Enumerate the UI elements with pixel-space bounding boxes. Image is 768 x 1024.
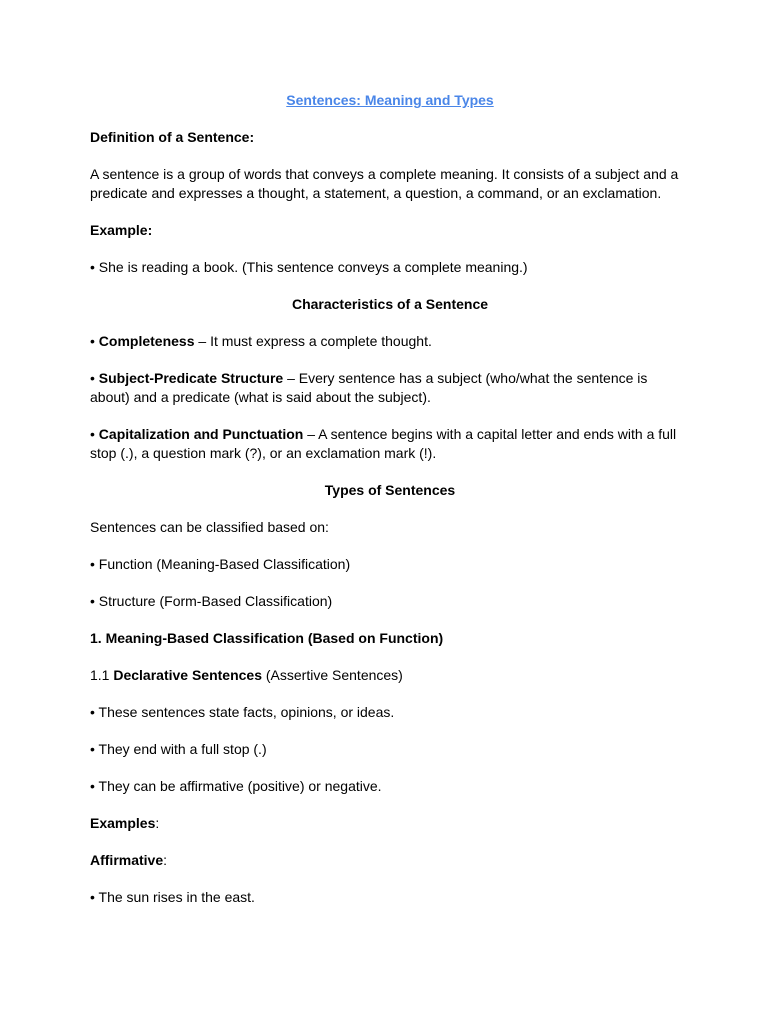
document-page [90, 91, 690, 907]
types-list-item-function: • Function (Meaning-Based Classification) [90, 556, 351, 572]
subsection-term: Declarative Sentences [113, 667, 262, 683]
characteristic-term: Capitalization and Punctuation [98, 426, 304, 442]
types-intro: Sentences can be classified based on: [90, 519, 329, 535]
characteristic-item-subject-predicate [90, 369, 690, 407]
bullet: • [90, 333, 99, 349]
declarative-point-2: • They end with a full stop (.) [90, 741, 267, 757]
characteristic-term: Subject-Predicate Structure [98, 370, 284, 386]
examples-label-line [90, 814, 690, 833]
affirmative-label: Affirmative [90, 852, 164, 868]
example-item: • She is reading a book. (This sentence conveys a complete meaning.) [90, 259, 528, 275]
characteristic-desc: – A sentence begins with a capital letter and ends with a full stop (.), a question mark (?), or an exclamation mark (!). [90, 426, 677, 461]
subsection-declarative-heading [90, 666, 690, 685]
characteristic-term: Completeness [98, 333, 195, 349]
characteristics-heading: Characteristics of a Sentence [291, 296, 489, 312]
subsection-number: 1.1 [90, 667, 114, 683]
characteristic-desc: – It must express a complete thought. [194, 333, 432, 349]
subsection-rest: (Assertive Sentences) [262, 667, 403, 683]
definition-heading: Definition of a Sentence: [90, 129, 255, 145]
definition-paragraph: A sentence is a group of words that conveys a complete meaning. It consists of a subject and a predicate and expresses a thought, a statement, a question, a command, or an exclamation. [90, 166, 679, 201]
example-heading: Example: [90, 222, 153, 238]
affirmative-label-line [90, 851, 690, 870]
affirmative-colon: : [163, 852, 168, 868]
characteristic-item-capitalization [90, 425, 690, 463]
characteristic-desc: – Every sentence has a subject (who/what the sentence is about) and a predicate (what is said about the subject). [90, 370, 648, 405]
types-list-item-structure: • Structure (Form-Based Classification) [90, 593, 333, 609]
declarative-point-1: • These sentences state facts, opinions, or ideas. [90, 704, 395, 720]
bullet: • [90, 370, 99, 386]
affirmative-example: • The sun rises in the east. [90, 889, 255, 905]
examples-colon: : [155, 815, 160, 831]
section1-heading: 1. Meaning-Based Classification (Based on Function) [90, 630, 444, 646]
examples-label: Examples [90, 815, 156, 831]
document-title[interactable]: Sentences: Meaning and Types [286, 92, 494, 108]
types-heading: Types of Sentences [324, 482, 456, 498]
bullet: • [90, 426, 99, 442]
declarative-point-3: • They can be affirmative (positive) or negative. [90, 778, 382, 794]
characteristic-item-completeness [90, 332, 690, 351]
